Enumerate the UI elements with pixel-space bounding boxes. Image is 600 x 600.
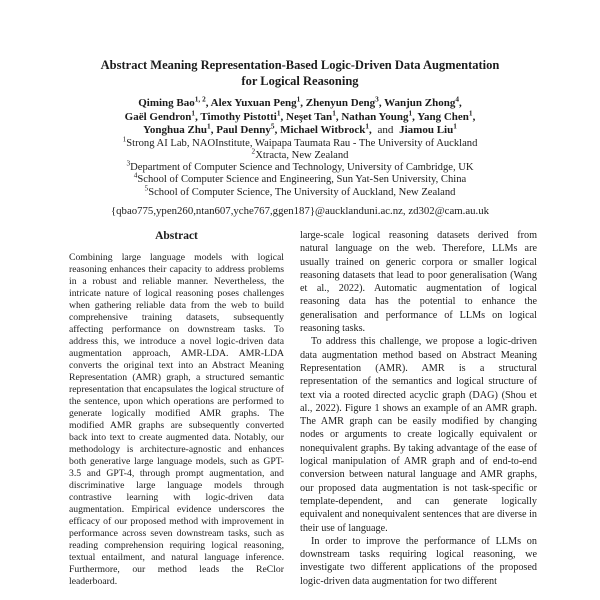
author-and: and — [377, 124, 397, 136]
author-name: Yang Chen — [417, 110, 469, 123]
author-separator: , — [472, 110, 476, 123]
author-separator: , — [195, 110, 201, 123]
author-separator: , — [274, 124, 281, 136]
author-separator: , — [368, 124, 375, 136]
author-name: Zhenyun Deng — [305, 97, 376, 109]
author-name: Qiming Bao — [138, 97, 195, 109]
author-superscript: 1 — [408, 107, 413, 117]
author-superscript: 1 — [296, 94, 301, 104]
author-name: Jiamou Liu — [399, 124, 454, 136]
author-separator: , — [205, 97, 211, 109]
author-superscript: 1 — [276, 107, 281, 117]
author-name: Wanjun Zhong — [384, 97, 456, 109]
author-name: Neşet Tan — [286, 110, 333, 123]
affiliation-text: School of Computer Science, The University of Auckland, New Zealand — [148, 186, 456, 198]
author-separator: , — [210, 124, 217, 136]
author-superscript: 1 — [332, 107, 336, 117]
author-lines — [0, 94, 600, 138]
affiliation-text: Department of Computer Science and Technology, University of Cambridge, UK — [130, 162, 474, 174]
affiliation-superscript: 1 — [122, 133, 127, 143]
author-superscript: 1 — [207, 121, 211, 131]
author-superscript: 3 — [375, 94, 379, 104]
author-line — [0, 107, 600, 125]
affiliation-superscript: 2 — [251, 146, 256, 156]
author-superscript: 5 — [270, 121, 275, 131]
author-name: Yonghua Zhu — [143, 124, 208, 136]
author-superscript: 1 — [468, 107, 473, 117]
author-name: Paul Denny — [216, 124, 271, 136]
author-name: Gaël Gendron — [124, 110, 192, 123]
affiliation-line — [0, 133, 600, 150]
affiliation-lines — [0, 133, 600, 199]
affiliation-text: Strong AI Lab, NAOInstitute, Waipapa Taumata Rau - The University of Auckland — [126, 137, 478, 149]
abstract-column — [63, 229, 290, 588]
body-paragraph-3: In order to improve the performance of LLMs on downstream tasks requiring logical reasoning, we investigate two different applications of the proposed logic-driven data augmentation for two different — [300, 535, 537, 587]
author-separator: , — [378, 97, 385, 109]
body-paragraph-2: To address this challenge, we propose a logic-driven data augmentation method based on Abstract Meaning Representation (AMR). AMR is a structural representation of the semantics and logical structure of text via a rooted directed acyclic graph (DAG) (Shou et al., 2022). Figure 1 shows an example of an AMR graph. The AMR graph can be easily modified by changing nodes or arguments to create logically equivalent or nonequivalent graphs. By taking advantage of the ease of logical manipulation of AMR graph and of end-to-end conversion between natural language and AMR graphs, our proposed data augmentation is not task-specific or template-dependent, and can generate logically equivalent and nonequivalent sentences that are diverse in their use of language. — [300, 336, 537, 534]
author-separator: , — [459, 97, 462, 109]
introduction-column — [300, 229, 537, 588]
author-superscript: 1 — [191, 107, 196, 117]
author-superscript: 1 — [365, 121, 369, 131]
abstract-text: Combining large language models with logical reasoning enhances their capacity to address problems in a robust and reliable manner. Nevertheless, the intricate nature of logical reasoning poses challenges when gathering reliable data from the web to build comprehensive training datasets, subsequently affecting performance on downstream tasks. To address this, we introduce a novel logic-driven data augmentation approach, AMR-LDA. AMR-LDA converts the original text into an Abstract Meaning Representation (AMR) graph, a structured semantic representation that encapsulates the logical structure of the sentence, upon which operations are performed to generate logically modified AMR graphs. The modified AMR graphs are subsequently converted back into text to create augmented data. Notably, our methodology is architecture-agnostic and enhances both generative large language models, such as GPT-3.5 and GPT-4, through prompt augmentation, and discriminative large language models through contrastive learning with logic-driven data augmentation. Empirical evidence underscores the efficacy of our proposed method with improvement in performance across seven downstream tasks, such as reading comprehension requiring logical reasoning, textual entailment, and natural language inference. Furthermore, our method leads the ReClor leaderboard. — [69, 251, 284, 587]
paper-header — [0, 57, 600, 217]
affiliation-line — [0, 170, 600, 186]
affiliation-line — [0, 183, 600, 199]
author-line — [0, 94, 600, 111]
paper-body — [0, 229, 600, 588]
author-line — [0, 121, 600, 138]
author-name: Michael Witbrock — [280, 124, 366, 136]
affiliation-superscript: 4 — [133, 170, 138, 180]
paper-title-line-2: for Logical Reasoning — [241, 74, 359, 88]
author-separator: , — [412, 110, 418, 123]
author-name: Alex Yuxuan Peng — [210, 97, 297, 109]
author-superscript: 1 — [453, 121, 457, 131]
paper-title-line-1: Abstract Meaning Representation-Based Logic-Driven Data Augmentation — [100, 58, 500, 72]
affiliation-line — [0, 158, 600, 174]
paper-title — [45, 57, 555, 89]
affiliation-text: Xtracta, New Zealand — [255, 149, 349, 161]
author-name: Timothy Pistotti — [200, 110, 277, 123]
author-separator: , — [335, 110, 342, 123]
author-name: Nathan Young — [341, 110, 409, 123]
email-line: {qbao775,ypen260,ntan607,yche767,ggen187}@aucklanduni.ac.nz, zd302@cam.au.uk — [110, 204, 490, 217]
body-paragraph-1: large-scale logical reasoning datasets derived from natural language on the web. Therefore, LLMs are usually trained on generic corpora or smaller logical reasoning datasets that lead to poor generalisation (Wang et al., 2022). Automatic augmentation of logical reasoning data has the potential to enhance the generalisation and performance of LLMs on logical reasoning tasks. — [300, 229, 537, 335]
abstract-heading: Abstract — [155, 229, 198, 242]
affiliation-superscript: 3 — [126, 158, 131, 168]
author-superscript: 4 — [455, 94, 460, 104]
author-separator: , — [300, 97, 306, 109]
affiliation-text: School of Computer Science and Engineering, Sun Yat-Sen University, China — [137, 174, 467, 186]
affiliation-superscript: 5 — [144, 183, 149, 193]
author-separator: , — [280, 110, 287, 123]
affiliation-line — [0, 146, 600, 162]
author-superscript: 1, 2 — [194, 94, 206, 104]
